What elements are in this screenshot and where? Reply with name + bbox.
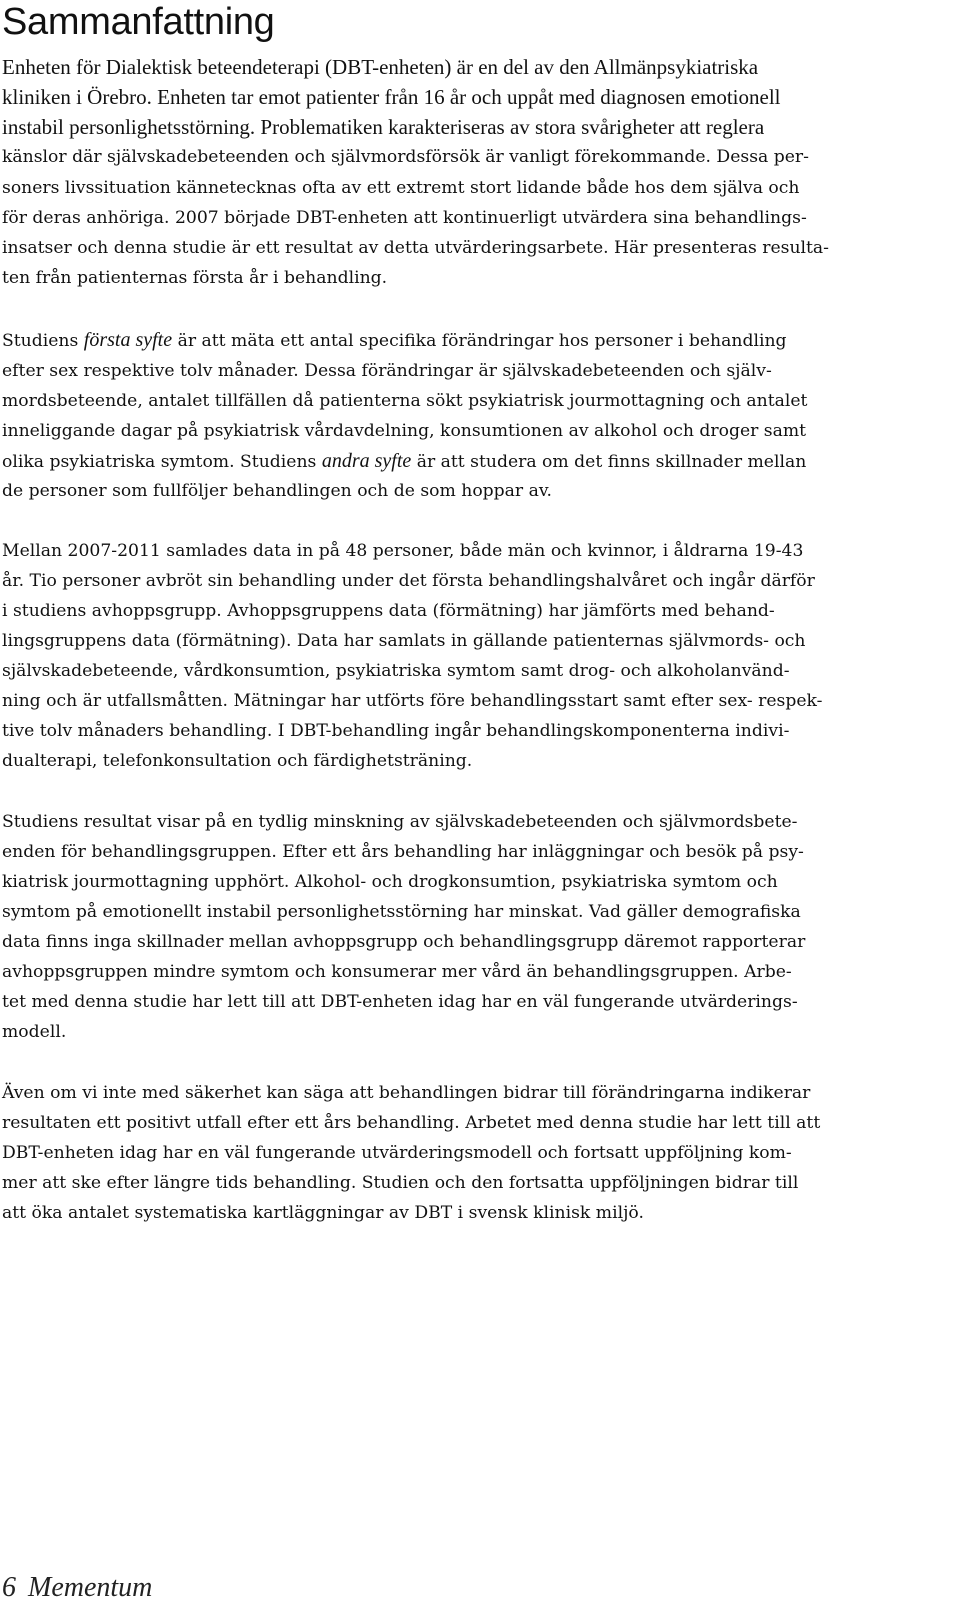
text-segment: kliniken i Örebro. Enheten tar emot patienter från 16 år och uppåt med diagnosen emotionell — [2, 85, 781, 109]
page-title: Sammanfattning — [2, 1, 275, 43]
text-segment: modell. — [2, 1022, 67, 1042]
paragraph-2-line-6 — [2, 476, 552, 506]
paragraph-4-line-6 — [2, 957, 792, 987]
paragraph-4-line-1 — [2, 807, 797, 837]
paragraph-5-line-2 — [2, 1108, 820, 1138]
text-segment: självskadebeteende, vårdkonsumtion, psykiatriska symtom samt drog- och alkoholanvänd- — [2, 661, 790, 681]
paragraph-5-line-4 — [2, 1168, 798, 1198]
text-segment: de personer som fullföljer behandlingen och de som hoppar av. — [2, 481, 552, 501]
text-segment: olika psykiatriska symtom. Studiens — [2, 452, 322, 472]
paragraph-4-line-8 — [2, 1017, 66, 1047]
text-segment: instabil personlighetsstörning. Problematiken karakteriseras av stora svårigheter att reglera — [2, 115, 765, 139]
text-segment: insatser och denna studie är ett resultat av detta utvärderingsarbete. — [2, 238, 609, 258]
text-segment: Här presenteras resulta- — [608, 238, 829, 258]
text-segment: Studiens resultat visar på en tydlig minskning av självskadebeteenden och självmordsbete- — [2, 812, 798, 832]
paragraph-4-line-7 — [2, 987, 798, 1017]
paragraph-5-line-1 — [2, 1078, 810, 1108]
text-segment: kiatrisk jourmottagning upphört. Alkohol- och drogkonsumtion, psykiatriska symtom och — [2, 872, 778, 892]
text-segment: Även om vi inte med säkerhet kan säga att behandlingen bidrar till förändringarna indikerar — [2, 1083, 811, 1103]
text-segment: mer att ske efter längre tids behandling. Studien och den fortsatta uppföljningen bidrar till — [2, 1173, 799, 1193]
page-footer — [2, 1568, 152, 1608]
paragraph-3-line-5 — [2, 656, 790, 686]
text-segment: Dessa per- — [710, 147, 809, 167]
emphasis-second-aim: andra syfte — [321, 450, 412, 472]
paragraph-1-line-5 — [2, 173, 799, 203]
paragraph-2-line-2 — [2, 356, 772, 386]
paragraph-4-line-4 — [2, 897, 801, 927]
emphasis-first-aim: första syfte — [83, 329, 173, 351]
paragraph-1-line-8 — [2, 263, 387, 293]
text-segment: känslor där självskadebeteenden och självmordsförsök är vanligt förekommande. — [2, 147, 711, 167]
text-segment: soners livssituation kännetecknas ofta av ett extremt stort lidande både hos dem själva och — [2, 178, 800, 198]
text-segment: ning och är utfallsmåtten. Mätningar har utförts före behandlingsstart samt efter sex- respek- — [2, 691, 823, 711]
text-segment: Studiens — [2, 331, 84, 351]
paragraph-1-line-2 — [2, 82, 781, 112]
paragraph-2-line-5 — [2, 446, 806, 477]
paragraph-5-line-5 — [2, 1198, 644, 1228]
text-segment: mordsbeteende, antalet tillfällen då patienterna sökt psykiatrisk jourmottagning och antalet — [2, 391, 808, 411]
text-segment: lingsgruppens data (förmätning). Data har samlats in gällande patienternas självmords- och — [2, 631, 806, 651]
text-segment: i studiens avhoppsgrupp. Avhoppsgruppens data (förmätning) har jämförts med behand- — [2, 601, 775, 621]
text-segment: 2007 började DBT-enheten att kontinuerligt utvärdera sina behandlings- — [169, 208, 807, 228]
paragraph-5-line-3 — [2, 1138, 792, 1168]
paragraph-2-line-1 — [2, 325, 787, 356]
text-segment: efter sex respektive tolv månader. Dessa förändringar är självskadebeteenden och själv- — [2, 361, 772, 381]
text-segment: är att mäta ett antal specifika förändringar hos personer i behandling — [172, 331, 787, 351]
paragraph-3-line-8 — [2, 746, 472, 776]
text-segment: att öka antalet systematiska kartläggningar av DBT i svensk klinisk miljö. — [2, 1203, 644, 1223]
paragraph-4-line-3 — [2, 867, 778, 897]
text-segment: dualterapi, telefonkonsultation och färdighetsträning. — [2, 751, 473, 771]
paragraph-3-line-7 — [2, 716, 789, 746]
paragraph-1-line-1 — [2, 52, 758, 82]
text-segment: är att studera om det finns skillnader mellan — [411, 452, 807, 472]
text-segment: symtom på emotionellt instabil personlighetsstörning har minskat. Vad gäller demografiska — [2, 902, 801, 922]
text-segment: resultaten ett positivt utfall efter ett års behandling. Arbetet med denna studie har lett till att — [2, 1113, 821, 1133]
paragraph-4-line-2 — [2, 837, 804, 867]
text-segment: Mellan 2007-2011 samlades data in på 48 personer, både män och kvinnor, i åldrarna 19-43 — [2, 541, 804, 561]
paragraph-1-line-4 — [2, 142, 809, 172]
text-segment: DBT-enheten idag har en väl fungerande utvärderingsmodell och fortsatt uppföljning kom- — [2, 1143, 792, 1163]
text-segment: tet med denna studie har lett till att DBT-enheten idag har en väl fungerande utvärderings- — [2, 992, 798, 1012]
paragraph-1-line-7 — [2, 233, 829, 263]
page-number: 6 — [2, 1572, 16, 1603]
text-segment: för deras anhöriga. — [2, 208, 170, 228]
text-segment: enden för behandlingsgruppen. Efter ett års behandling har inläggningar och besök på psy- — [2, 842, 804, 862]
text-segment: data finns inga skillnader mellan avhoppsgrupp och behandlingsgrupp däremot rapporterar — [2, 932, 806, 952]
paragraph-1-line-3 — [2, 112, 764, 142]
text-segment: ten från patienternas första år i behandling. — [2, 268, 388, 288]
paragraph-3-line-1 — [2, 536, 803, 566]
text-segment: tive tolv månaders behandling. I DBT-behandling ingår behandlingskomponenterna indivi- — [2, 721, 790, 741]
text-segment: inneliggande dagar på psykiatrisk vårdavdelning, konsumtionen av alkohol och droger samt — [2, 421, 807, 441]
paragraph-3-line-3 — [2, 596, 775, 626]
paragraph-2-line-4 — [2, 416, 806, 446]
paragraph-3-line-4 — [2, 626, 805, 656]
paragraph-3-line-6 — [2, 686, 822, 716]
publication-name: Mementum — [28, 1572, 153, 1603]
text-segment: avhoppsgruppen mindre symtom och konsumerar mer vård än behandlingsgruppen. Arbe- — [2, 962, 792, 982]
paragraph-1-line-6 — [2, 203, 807, 233]
text-segment: år. Tio personer avbröt sin behandling under det första behandlingshalvåret och ingår därför — [2, 571, 815, 591]
text-segment: Enheten för Dialektisk beteendeterapi (DBT-enheten) är en del av den Allmänpsykiatriska — [2, 55, 759, 79]
paragraph-3-line-2 — [2, 566, 815, 596]
paragraph-2-line-3 — [2, 386, 807, 416]
paragraph-4-line-5 — [2, 927, 805, 957]
